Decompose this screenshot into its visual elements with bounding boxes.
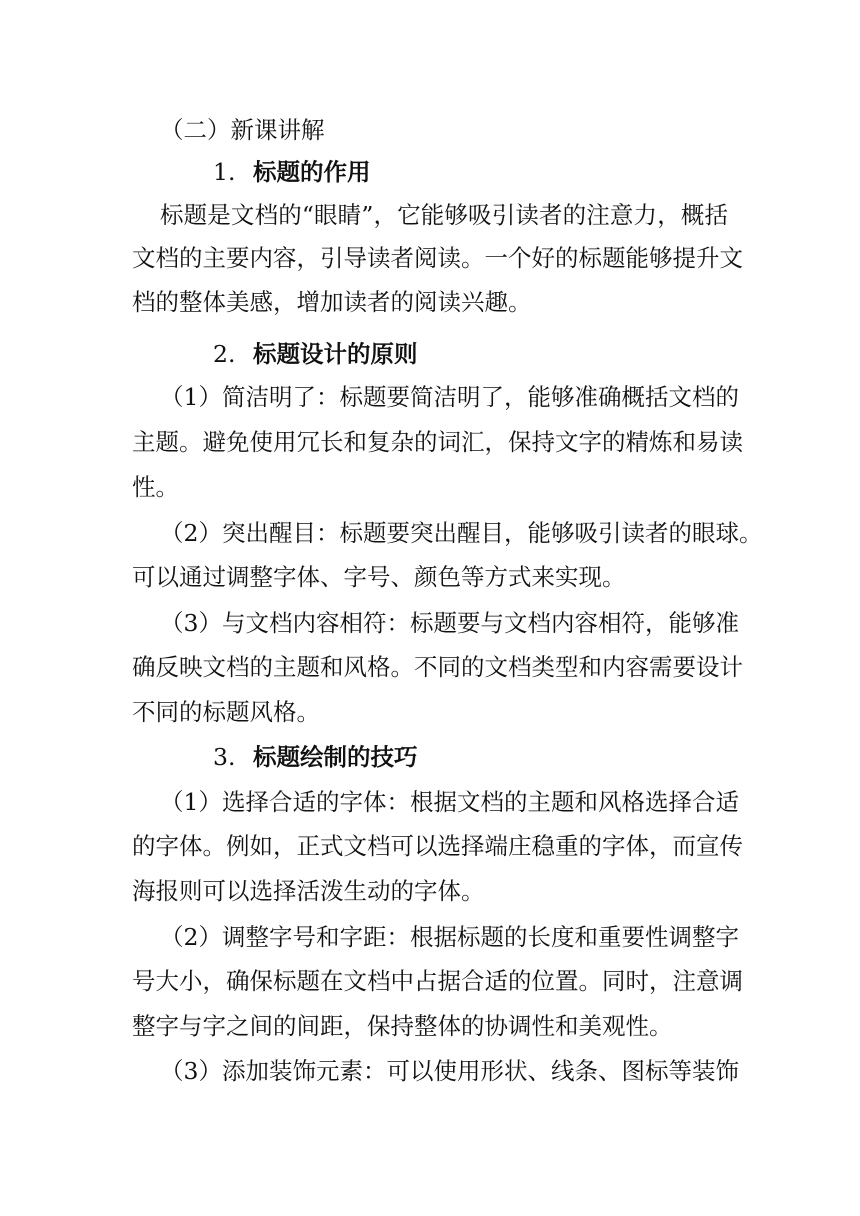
paragraph-6-line-1: （2）调整字号和字距：根据标题的长度和重要性调整字 xyxy=(160,923,739,951)
paragraph-4-line-1: （3）与文档内容相符：标题要与文档内容相符，能够准 xyxy=(160,609,739,637)
section-title: （二）新课讲解 xyxy=(160,116,325,144)
paragraph-6-line-3: 整字与字之间的间距，保持整体的协调性和美观性。 xyxy=(132,1012,673,1040)
paragraph-3-line-1: （2）突出醒目：标题要突出醒目，能够吸引读者的眼球。 xyxy=(160,519,763,547)
paragraph-1-line-2: 文档的主要内容，引导读者阅读。一个好的标题能够提升文 xyxy=(132,244,743,272)
paragraph-6-line-2: 号大小，确保标题在文档中占据合适的位置。同时，注意调 xyxy=(132,967,743,995)
heading-3-text: 标题绘制的技巧 xyxy=(253,743,418,771)
heading-1 xyxy=(213,157,371,187)
paragraph-4-line-3: 不同的标题风格。 xyxy=(132,698,320,726)
paragraph-2-line-1: （1）简洁明了：标题要简洁明了，能够准确概括文档的 xyxy=(160,383,739,411)
heading-3-number: 3. xyxy=(213,743,236,771)
paragraph-3-line-2: 可以通过调整字体、字号、颜色等方式来实现。 xyxy=(132,563,626,591)
paragraph-4-line-2: 确反映文档的主题和风格。不同的文档类型和内容需要设计 xyxy=(132,653,743,681)
heading-3 xyxy=(213,742,418,772)
heading-1-text: 标题的作用 xyxy=(253,158,371,186)
paragraph-1-line-1: 标题是文档的“眼睛”，它能够吸引读者的注意力，概括 xyxy=(160,201,728,229)
paragraph-2-line-3: 性。 xyxy=(132,473,179,501)
paragraph-1-line-3: 档的整体美感，增加读者的阅读兴趣。 xyxy=(132,288,532,316)
paragraph-2-line-2: 主题。避免使用冗长和复杂的词汇，保持文字的精炼和易读 xyxy=(132,428,743,456)
heading-2-text: 标题设计的原则 xyxy=(253,340,418,368)
paragraph-7-line-1: （3）添加装饰元素：可以使用形状、线条、图标等装饰 xyxy=(160,1057,739,1085)
heading-1-number: 1. xyxy=(213,158,236,186)
paragraph-5-line-1: （1）选择合适的字体：根据文档的主题和风格选择合适 xyxy=(160,788,739,816)
heading-2-number: 2. xyxy=(213,340,236,368)
paragraph-5-line-3: 海报则可以选择活泼生动的字体。 xyxy=(132,877,485,905)
paragraph-5-line-2: 的字体。例如，正式文档可以选择端庄稳重的字体，而宣传 xyxy=(132,832,743,860)
heading-2 xyxy=(213,339,418,369)
